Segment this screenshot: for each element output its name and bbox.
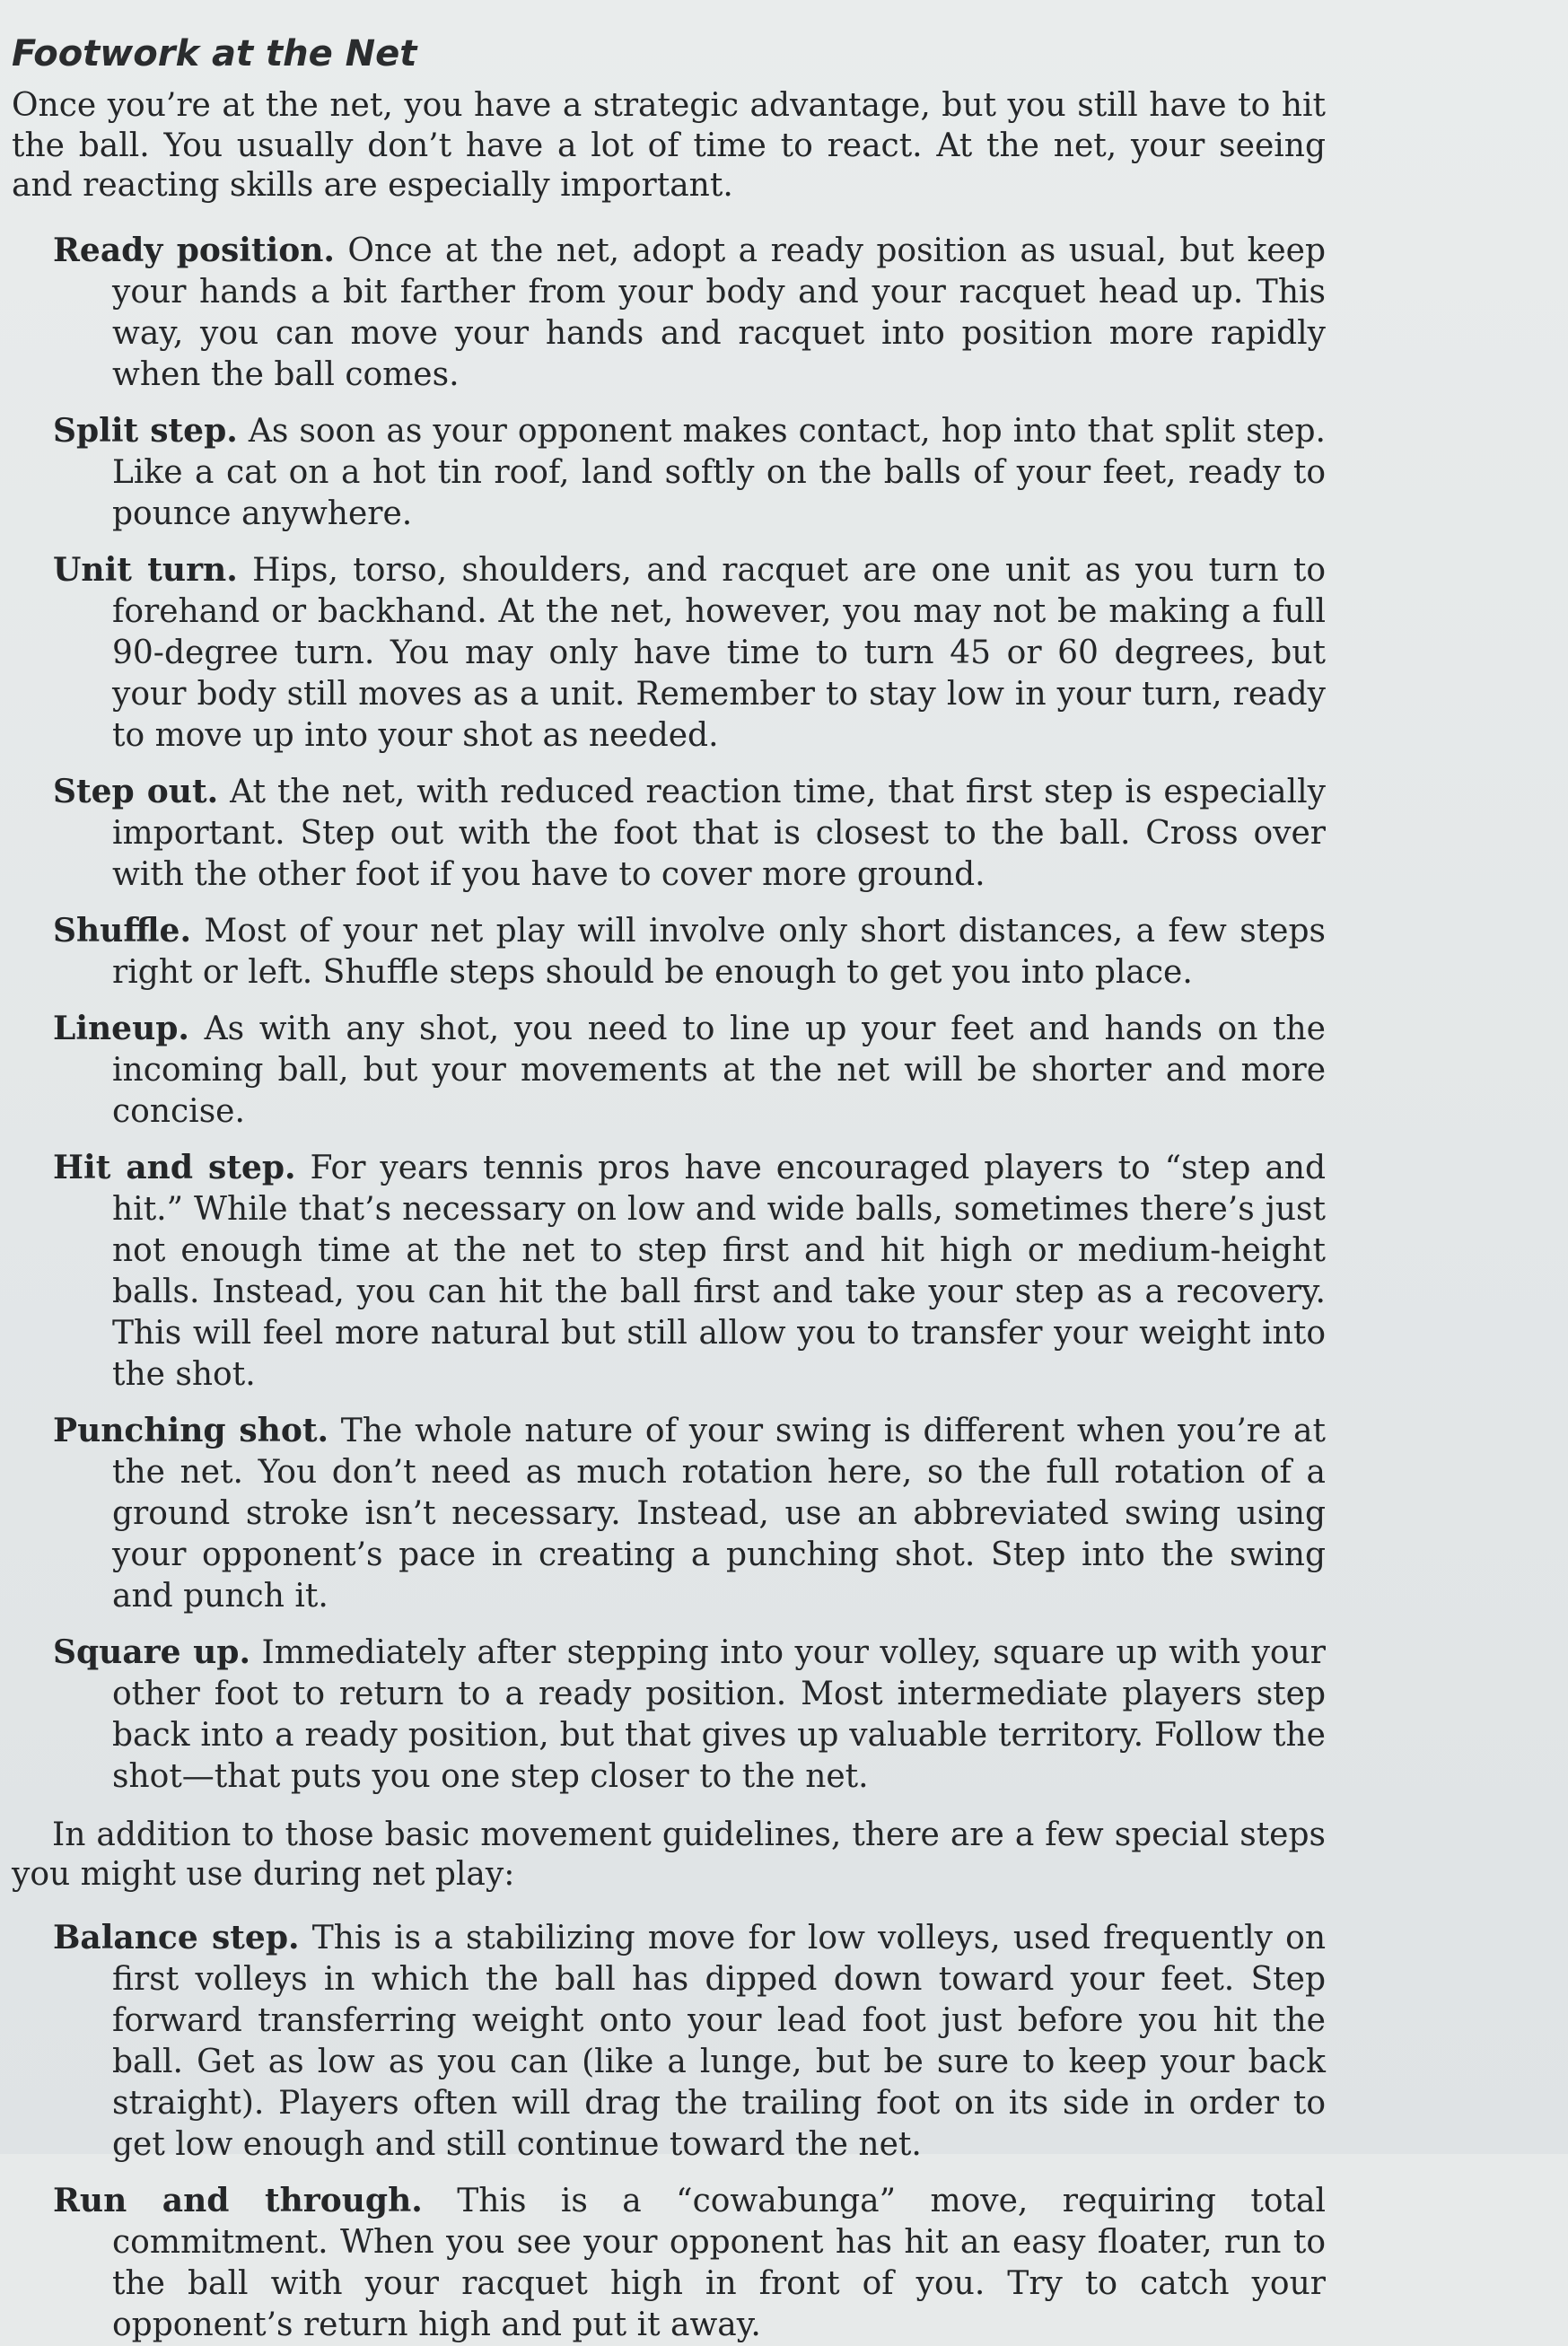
guideline-text: As soon as your opponent makes contact, hop into that split step. Like a cat on a hot tin roof, land softly on the balls of your feet, ready to pounce anywhere. bbox=[112, 412, 1326, 532]
special-step-text: This is a “cowabunga” move, requiring total commitment. When you see your opponent has hit an easy floater, run to the ball with your racquet high in front of you. Try to catch your opponent’s return high and put it away. bbox=[112, 2182, 1326, 2343]
section-heading: Footwork at the Net bbox=[12, 33, 417, 74]
guideline-term: Square up. bbox=[53, 1633, 250, 1671]
guideline-item bbox=[12, 549, 1326, 757]
guideline-item bbox=[12, 910, 1326, 994]
guideline-term: Lineup. bbox=[53, 1009, 189, 1047]
guideline-text: Immediately after stepping into your volley, square up with your other foot to return to a ready position. Most intermediate players step back into a ready position, but that gives up valuable territory. Follow the shot—that puts you one step closer to the net. bbox=[112, 1633, 1326, 1795]
special-steps-list bbox=[12, 1917, 1326, 2346]
guideline-item bbox=[12, 771, 1326, 896]
guideline-term: Hit and step. bbox=[53, 1148, 296, 1186]
guideline-text: Once at the net, adopt a ready position as usual, but keep your hands a bit farther from your body and your racquet head up. This way, you can move your hands and racquet into position more rapidly when the ball comes. bbox=[112, 232, 1327, 393]
special-step-term: Balance step. bbox=[53, 1918, 300, 1956]
guideline-item bbox=[12, 1147, 1326, 1396]
transition-paragraph: In addition to those basic movement guidelines, there are a few special steps you might use during net play: bbox=[12, 1816, 1326, 1893]
special-step-text: This is a stabilizing move for low volleys, used frequently on first volleys in which the ball has dipped down toward your feet. Step forward transferring weight onto your lead foot just before you hit the ball. Get as low as you can (like a lunge, but be sure to keep your back straight). Players often will drag the trailing foot on its side in order to get low enough and still continue toward the net. bbox=[112, 1919, 1327, 2163]
guideline-text: Hips, torso, shoulders, and racquet are one unit as you turn to forehand or backhand. At the net, however, you may not be making a full 90-degree turn. You may only have time to turn 45 or 60 degrees, but your body still moves as a unit. Remember to stay low in your turn, ready to move up into your shot as needed. bbox=[112, 551, 1327, 754]
guideline-term: Unit turn. bbox=[53, 550, 238, 589]
guideline-item bbox=[12, 1410, 1326, 1617]
guideline-term: Punching shot. bbox=[53, 1411, 329, 1449]
guideline-item bbox=[12, 1008, 1326, 1133]
guidelines-list bbox=[12, 230, 1326, 1798]
guideline-item bbox=[12, 230, 1326, 396]
intro-paragraph: Once you’re at the net, you have a strategic advantage, but you still have to hit the ball. You usually don’t have a lot of time to react. At the net, your seeing and reacting skills are especially important. bbox=[12, 87, 1326, 204]
guideline-text: Most of your net play will involve only short distances, a few steps right or left. Shuffle steps should be enough to get you into place. bbox=[112, 912, 1326, 991]
guideline-text: The whole nature of your swing is different when you’re at the net. You don’t need as much rotation here, so the full rotation of a ground stroke isn’t necessary. Instead, use an abbreviated swing using your opponent’s pace in creating a punching shot. Step into the swing and punch it. bbox=[112, 1412, 1326, 1615]
guideline-item bbox=[12, 410, 1326, 535]
guideline-text: For years tennis pros have encouraged players to “step and hit.” While that’s necessary on low and wide balls, sometimes there’s just not enough time at the net to step first and hit high or medium-height balls. Instead, you can hit the ball first and take your step as a recovery. This will feel more natural but still allow you to transfer your weight into the shot. bbox=[112, 1149, 1327, 1393]
guideline-term: Ready position. bbox=[53, 231, 335, 269]
guideline-term: Split step. bbox=[53, 411, 238, 450]
special-step-item bbox=[12, 1917, 1326, 2166]
guideline-item bbox=[12, 1632, 1326, 1798]
guideline-text: At the net, with reduced reaction time, that first step is especially important. Step out with the foot that is closest to the ball. Cross over with the other foot if you have to cover more ground. bbox=[112, 773, 1326, 893]
guideline-term: Step out. bbox=[53, 772, 219, 810]
guideline-text: As with any shot, you need to line up your feet and hands on the incoming ball, but your movements at the net will be shorter and more concise. bbox=[112, 1010, 1326, 1130]
special-step-item bbox=[12, 2180, 1326, 2346]
guideline-term: Shuffle. bbox=[53, 911, 191, 950]
special-step-term: Run and through. bbox=[53, 2181, 423, 2219]
